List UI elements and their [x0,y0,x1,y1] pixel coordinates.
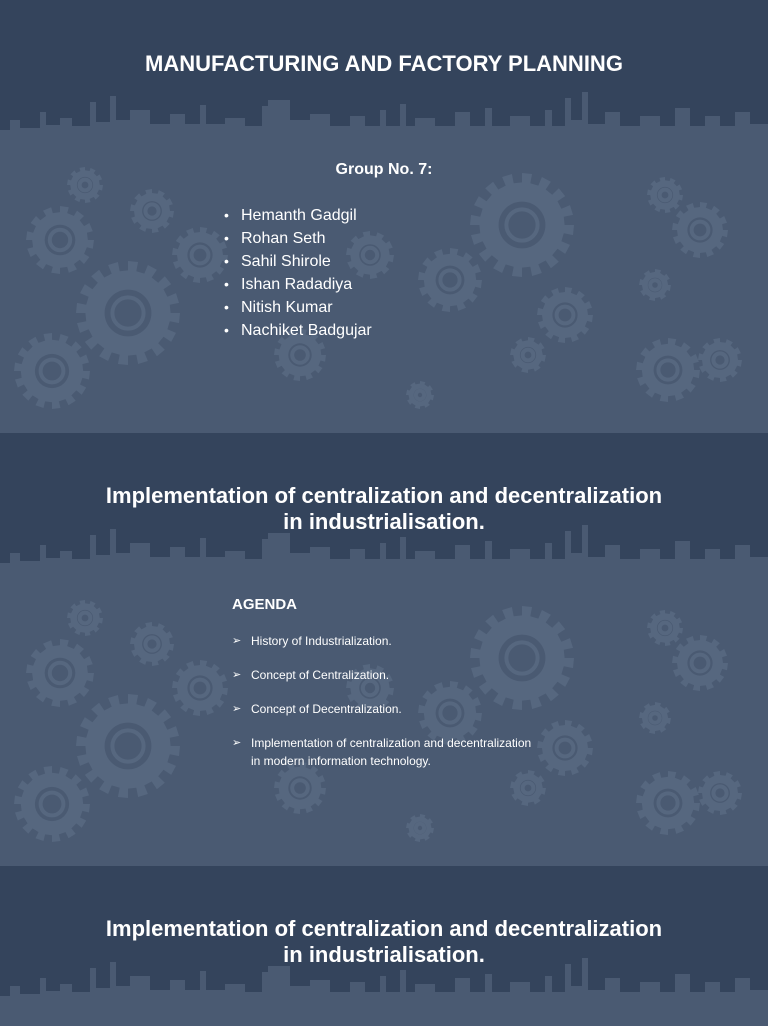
agenda-item [232,666,532,684]
member-list [224,204,372,342]
agenda-item [232,734,532,770]
member-name: Sahil Shirole [241,253,331,270]
bullet-icon: • [224,253,229,269]
bullet-icon: • [224,207,229,223]
arrow-bullet-icon: ➢ [232,635,242,647]
member-item [224,227,372,250]
member-item [224,296,372,319]
bullet-icon: • [224,322,229,338]
agenda-item [232,632,532,650]
member-item [224,319,372,342]
slide-3-title-line-1: Implementation of centralization and decentralization [105,916,663,941]
member-item [224,250,372,273]
group-heading: Group No. 7: [335,161,433,178]
slide-1-body [0,145,768,433]
member-name: Rohan Seth [241,230,326,247]
agenda-item [232,700,532,718]
slide-2-title-line-2: in industrialisation. [283,509,485,534]
agenda-item-text: Implementation of centralization and decentralization in modern information technology. [251,736,532,768]
agenda-item-text: Concept of Decentralization. [251,702,402,716]
bullet-icon: • [224,230,229,246]
member-name: Nitish Kumar [241,299,333,316]
bullet-icon: • [224,299,229,315]
arrow-bullet-icon: ➢ [232,737,242,749]
agenda-item-text: Concept of Centralization. [251,668,390,682]
gear-background-1 [0,145,768,433]
member-item [224,273,372,296]
member-item [224,204,372,227]
arrow-bullet-icon: ➢ [232,669,242,681]
slide-3-title-line-2: in industrialisation. [283,942,485,967]
factory-skyline-2 [0,523,768,593]
arrow-bullet-icon: ➢ [232,703,242,715]
agenda-item-text: History of Industrialization. [251,634,392,648]
slide-2-title-line-1: Implementation of centralization and decentralization [105,483,663,508]
agenda-list [232,632,532,786]
member-name: Ishan Radadiya [241,276,353,293]
factory-skyline-1 [0,90,768,160]
agenda-heading: AGENDA [232,596,298,613]
member-name: Nachiket Badgujar [241,322,372,339]
bullet-icon: • [224,276,229,292]
factory-skyline-3 [0,956,768,1026]
slide-1-title: MANUFACTURING AND FACTORY PLANNING [145,51,623,76]
member-name: Hemanth Gadgil [241,207,357,224]
